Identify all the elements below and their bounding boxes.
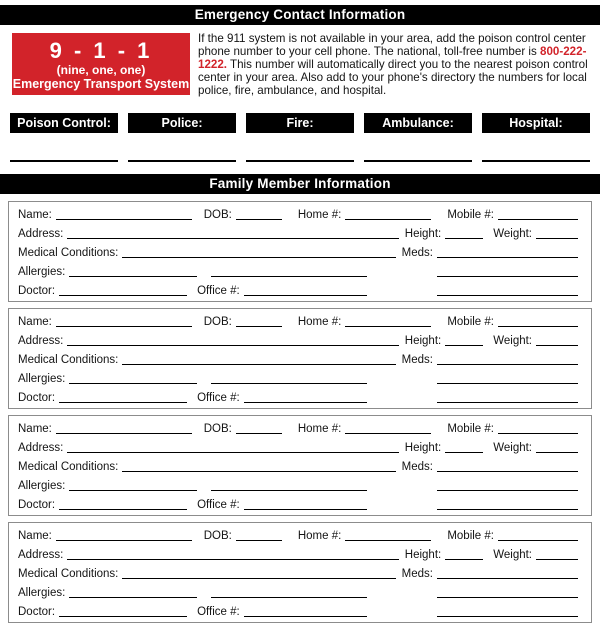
address-label: Address: [18, 228, 64, 240]
mobile-phone-field-line[interactable] [498, 218, 578, 220]
contact-column [482, 113, 590, 162]
member-row-allergies [18, 370, 578, 389]
contact-column [246, 113, 354, 162]
weight-field-line[interactable] [536, 451, 578, 453]
height-field-line[interactable] [445, 237, 483, 239]
contact-label: Poison Control: [17, 116, 111, 130]
member-row-doctor [18, 282, 578, 301]
office-phone-field-line[interactable] [244, 615, 367, 617]
doctor-field-line[interactable] [59, 615, 187, 617]
address-field-line[interactable] [67, 344, 398, 346]
office-phone-field-line[interactable] [244, 294, 367, 296]
poison-control-paragraph [198, 32, 595, 97]
office-phone-label: Office #: [197, 392, 240, 404]
home-phone-label: Home #: [297, 316, 342, 328]
office-phone-field-line[interactable] [244, 508, 367, 510]
meds-field-line[interactable] [437, 577, 578, 579]
member-row-address [18, 546, 578, 565]
medical-conditions-field-line[interactable] [122, 363, 395, 365]
allergies-label: Allergies: [18, 373, 66, 385]
member-row-medical [18, 565, 578, 584]
member-row-doctor [18, 603, 578, 622]
name-field-line[interactable] [56, 325, 192, 327]
name-label: Name: [18, 423, 52, 435]
doctor-field-line[interactable] [59, 294, 187, 296]
height-label: Height: [404, 335, 442, 347]
emergency-info-row [12, 33, 600, 97]
911-words: (nine, one, one) [56, 63, 146, 77]
address-field-line[interactable] [67, 451, 398, 453]
office-phone-label: Office #: [197, 606, 240, 618]
mobile-phone-field-line[interactable] [498, 432, 578, 434]
contact-label-box [246, 113, 354, 133]
family-members-list [0, 201, 600, 623]
contact-label-box [482, 113, 590, 133]
home-phone-field-line[interactable] [345, 539, 431, 541]
member-row-name [18, 527, 578, 546]
home-phone-label: Home #: [297, 209, 342, 221]
meds-field-line[interactable] [437, 256, 578, 258]
address-label: Address: [18, 442, 64, 454]
contact-column [128, 113, 236, 162]
member-row-address [18, 225, 578, 244]
medical-conditions-label: Medical Conditions: [18, 354, 119, 366]
meds-field-line[interactable] [437, 363, 578, 365]
dob-label: DOB: [203, 423, 232, 435]
address-field-line[interactable] [67, 558, 398, 560]
allergies-label: Allergies: [18, 266, 66, 278]
address-label: Address: [18, 549, 64, 561]
home-phone-label: Home #: [297, 530, 342, 542]
weight-field-line[interactable] [536, 558, 578, 560]
member-row-allergies [18, 263, 578, 282]
meds-field-line-3[interactable] [437, 615, 578, 617]
meds-field-line-2[interactable] [437, 489, 578, 491]
meds-label: Meds: [401, 568, 433, 580]
allergies-field-line[interactable] [69, 596, 197, 598]
medical-conditions-field-line[interactable] [122, 256, 395, 258]
height-label: Height: [404, 549, 442, 561]
member-row-name [18, 420, 578, 439]
allergies-field-line-2[interactable] [211, 382, 367, 384]
meds-field-line-2[interactable] [437, 382, 578, 384]
medical-conditions-label: Medical Conditions: [18, 568, 119, 580]
allergies-label: Allergies: [18, 480, 66, 492]
height-field-line[interactable] [445, 344, 483, 346]
mobile-phone-label: Mobile #: [447, 423, 494, 435]
meds-field-line-3[interactable] [437, 401, 578, 403]
meds-field-line-3[interactable] [437, 294, 578, 296]
contact-label: Ambulance: [382, 116, 454, 130]
meds-field-line-2[interactable] [437, 596, 578, 598]
medical-conditions-label: Medical Conditions: [18, 461, 119, 473]
meds-field-line[interactable] [437, 470, 578, 472]
weight-field-line[interactable] [536, 344, 578, 346]
contact-column [10, 113, 118, 162]
name-field-line[interactable] [56, 432, 192, 434]
poison-control-phone-number: 800-222-1222. [198, 45, 587, 71]
mobile-phone-label: Mobile #: [447, 530, 494, 542]
height-label: Height: [404, 442, 442, 454]
family-member-card [8, 415, 592, 516]
address-label: Address: [18, 335, 64, 347]
contact-phone-field-line[interactable] [10, 133, 118, 162]
member-row-medical [18, 351, 578, 370]
height-field-line[interactable] [445, 451, 483, 453]
dob-field-line[interactable] [236, 432, 282, 434]
weight-label: Weight: [493, 335, 532, 347]
contact-label: Police: [161, 116, 203, 130]
911-badge [12, 33, 190, 95]
contact-column [364, 113, 472, 162]
height-label: Height: [404, 228, 442, 240]
emergency-contact-header: Emergency Contact Information [0, 5, 600, 25]
medical-conditions-field-line[interactable] [122, 577, 395, 579]
home-phone-label: Home #: [297, 423, 342, 435]
contact-phone-field-line[interactable] [246, 133, 354, 162]
member-row-name [18, 206, 578, 225]
height-field-line[interactable] [445, 558, 483, 560]
weight-field-line[interactable] [536, 237, 578, 239]
allergies-field-line-2[interactable] [211, 275, 367, 277]
dob-label: DOB: [203, 209, 232, 221]
dob-field-line[interactable] [236, 218, 282, 220]
contact-phone-field-line[interactable] [364, 133, 472, 162]
family-member-card [8, 308, 592, 409]
office-phone-label: Office #: [197, 499, 240, 511]
paragraph-text-before: If the 911 system is not available in your area, add the poison control center phone number to your cell phone. The national, toll-free number is [198, 32, 586, 58]
doctor-field-line[interactable] [59, 508, 187, 510]
medical-conditions-label: Medical Conditions: [18, 247, 119, 259]
allergies-field-line[interactable] [69, 489, 197, 491]
medical-conditions-field-line[interactable] [122, 470, 395, 472]
member-row-medical [18, 458, 578, 477]
contact-phone-field-line[interactable] [128, 133, 236, 162]
dob-label: DOB: [203, 316, 232, 328]
meds-field-line-2[interactable] [437, 275, 578, 277]
weight-label: Weight: [493, 549, 532, 561]
mobile-phone-label: Mobile #: [447, 316, 494, 328]
allergies-field-line-2[interactable] [211, 596, 367, 598]
member-row-name [18, 313, 578, 332]
mobile-phone-field-line[interactable] [498, 539, 578, 541]
family-member-header: Family Member Information [0, 174, 600, 194]
meds-label: Meds: [401, 247, 433, 259]
doctor-field-line[interactable] [59, 401, 187, 403]
address-field-line[interactable] [67, 237, 398, 239]
doctor-label: Doctor: [18, 392, 56, 404]
member-row-medical [18, 244, 578, 263]
family-member-card [8, 522, 592, 623]
allergies-label: Allergies: [18, 587, 66, 599]
member-row-doctor [18, 389, 578, 408]
allergies-field-line-2[interactable] [211, 489, 367, 491]
weight-label: Weight: [493, 228, 532, 240]
home-phone-field-line[interactable] [345, 432, 431, 434]
name-label: Name: [18, 530, 52, 542]
contact-label-box [10, 113, 118, 133]
name-field-line[interactable] [56, 218, 192, 220]
office-phone-label: Office #: [197, 285, 240, 297]
office-phone-field-line[interactable] [244, 401, 367, 403]
dob-field-line[interactable] [236, 325, 282, 327]
member-row-allergies [18, 584, 578, 603]
meds-field-line-3[interactable] [437, 508, 578, 510]
paragraph-text-after: This number will automatically direct you to the nearest poison control center in your area. Also add to your phone's directory the numbers for local police, fire, ambulance, and hospital. [198, 58, 588, 97]
allergies-field-line[interactable] [69, 275, 197, 277]
911-number: 9 - 1 - 1 [49, 38, 153, 63]
911-caption: Emergency Transport System [12, 77, 190, 91]
doctor-label: Doctor: [18, 499, 56, 511]
family-member-card [8, 201, 592, 302]
contact-label-box [128, 113, 236, 133]
member-row-address [18, 439, 578, 458]
weight-label: Weight: [493, 442, 532, 454]
emergency-numbers-row [0, 113, 600, 162]
name-label: Name: [18, 316, 52, 328]
allergies-field-line[interactable] [69, 382, 197, 384]
dob-field-line[interactable] [236, 539, 282, 541]
mobile-phone-label: Mobile #: [447, 209, 494, 221]
dob-label: DOB: [203, 530, 232, 542]
doctor-label: Doctor: [18, 285, 56, 297]
mobile-phone-field-line[interactable] [498, 325, 578, 327]
contact-label: Hospital: [509, 116, 563, 130]
name-field-line[interactable] [56, 539, 192, 541]
doctor-label: Doctor: [18, 606, 56, 618]
member-row-doctor [18, 496, 578, 515]
member-row-allergies [18, 477, 578, 496]
home-phone-field-line[interactable] [345, 325, 431, 327]
contact-label: Fire: [286, 116, 314, 130]
home-phone-field-line[interactable] [345, 218, 431, 220]
meds-label: Meds: [401, 461, 433, 473]
contact-phone-field-line[interactable] [482, 133, 590, 162]
contact-label-box [364, 113, 472, 133]
name-label: Name: [18, 209, 52, 221]
meds-label: Meds: [401, 354, 433, 366]
member-row-address [18, 332, 578, 351]
